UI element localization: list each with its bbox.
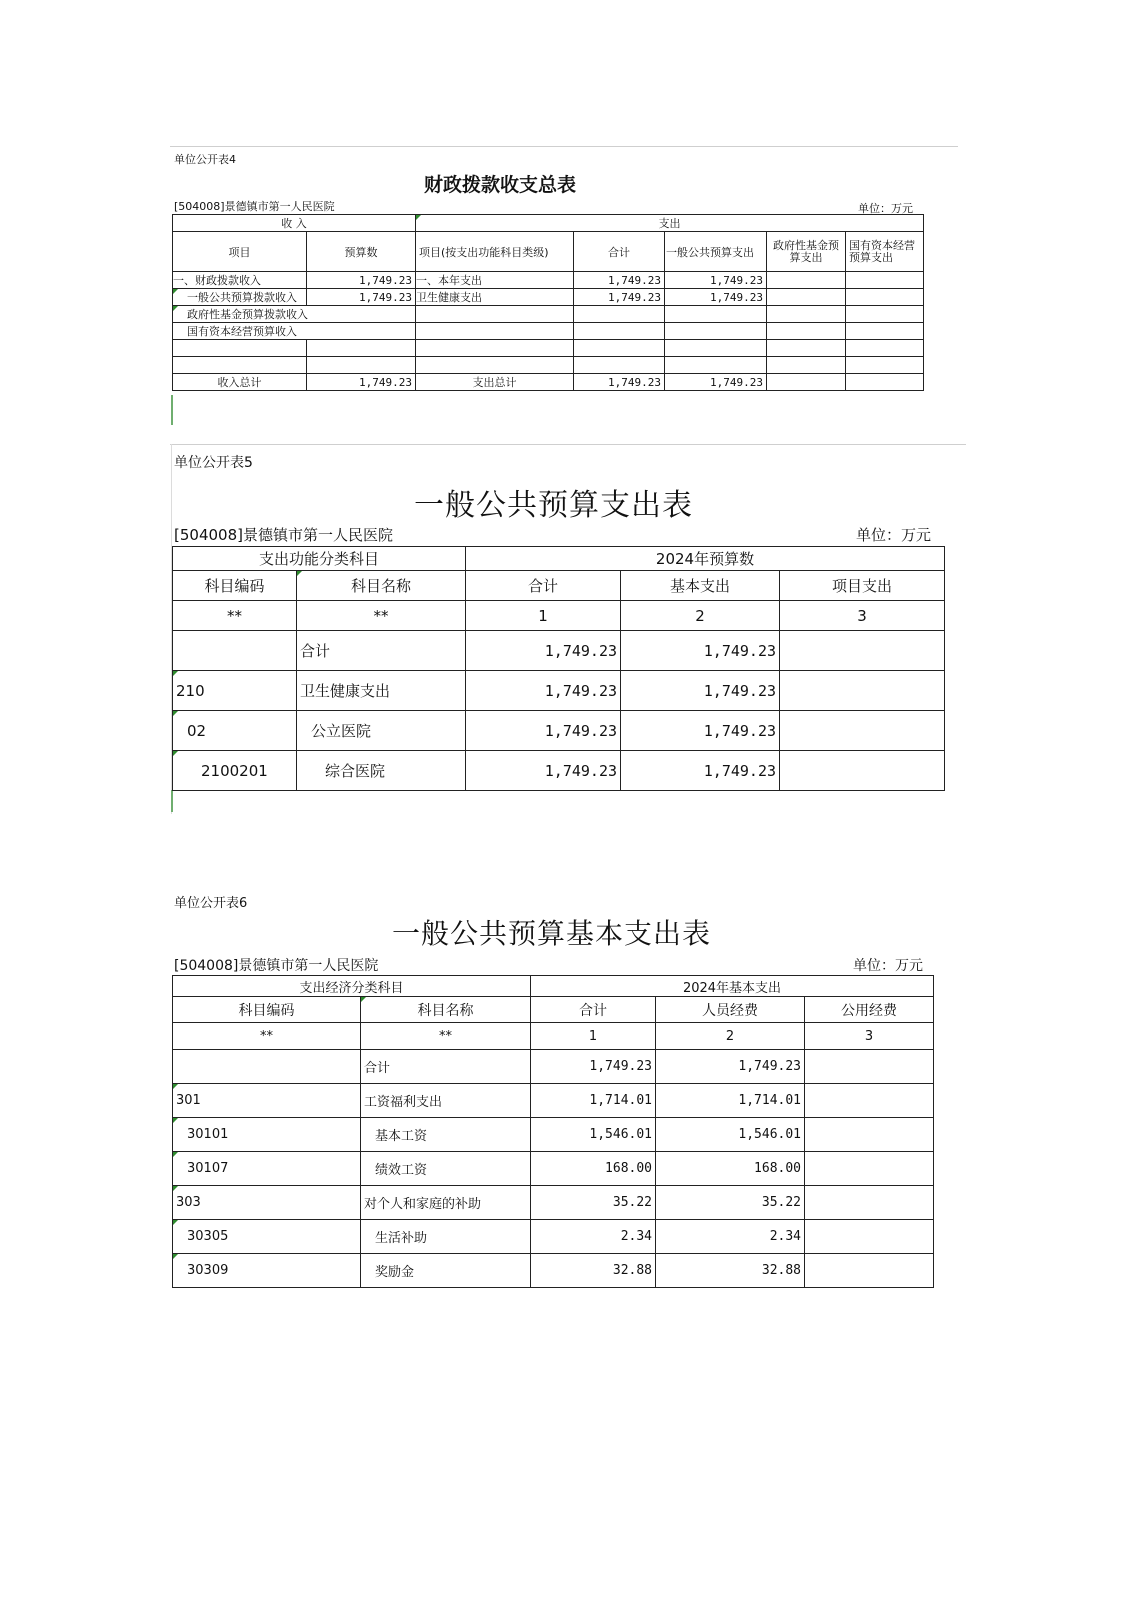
unit-org-label: [504008]景德镇市第一人民医院 [174,958,379,974]
amount-cell: 1,749.23 [621,751,780,791]
amount-cell: 1,749.23 [656,1050,805,1084]
amount-cell [665,306,767,323]
table-row [173,671,945,711]
amount-cell [846,272,924,289]
index-cell: 2 [621,601,780,631]
amount-cell: 168.00 [531,1152,656,1186]
code-cell: 303 [173,1186,361,1220]
amount-cell: 1,749.23 [466,711,621,751]
name-cell: 公立医院 [297,711,466,751]
total-row [173,374,924,391]
name-cell: 对个人和家庭的补助 [361,1186,531,1220]
amount-cell [805,1254,934,1288]
amount-cell: 2.34 [531,1220,656,1254]
name-cell: 卫生健康支出 [297,671,466,711]
index-cell: 3 [805,1023,934,1050]
column-header: 项目 [173,232,307,272]
amount-cell [665,357,767,374]
name-cell: 综合医院 [297,751,466,791]
total-amount: 1,749.23 [574,374,665,391]
group-header: 支出功能分类科目 [173,547,466,571]
expense-header: 支出 [416,215,924,232]
amount-cell [780,711,945,751]
amount-cell [767,323,846,340]
total-amount: 1,749.23 [307,374,416,391]
index-cell: 1 [531,1023,656,1050]
amount-cell: 1,749.23 [307,289,416,306]
amount-cell: 2.34 [656,1220,805,1254]
column-header: 人员经费 [656,997,805,1023]
amount-cell [805,1084,934,1118]
section-divider [170,444,966,445]
amount-cell [780,751,945,791]
amount-cell: 1,714.01 [531,1084,656,1118]
amount-cell: 1,546.01 [656,1118,805,1152]
table-number-label: 单位公开表6 [174,896,248,911]
unit-label: 单位：万元 [858,202,913,215]
item-cell: 国有资本经营预算收入 [173,323,416,340]
amount-cell [307,340,416,357]
item-cell: 政府性基金预算拨款收入 [173,306,416,323]
table-title: 一般公共预算基本支出表 [392,917,712,950]
item-cell [173,340,307,357]
column-header: 合计 [531,997,656,1023]
unit-label: 单位：万元 [856,526,932,544]
index-cell: ** [297,601,466,631]
table-row [173,289,924,306]
column-header: 政府性基金预算支出 [767,232,846,272]
amount-cell [780,671,945,711]
code-cell: 30101 [173,1118,361,1152]
amount-cell [665,340,767,357]
table-row [173,751,945,791]
item-cell [416,323,574,340]
code-cell: 210 [173,671,297,711]
amount-cell: 35.22 [531,1186,656,1220]
section-edge-marker [171,395,173,425]
table-row [173,1152,934,1186]
amount-cell [846,340,924,357]
amount-cell: 32.88 [656,1254,805,1288]
amount-cell: 1,749.23 [307,272,416,289]
index-row [173,601,945,631]
name-cell: 奖励金 [361,1254,531,1288]
table-title: 一般公共预算支出表 [414,488,693,523]
item-cell: 一、财政拨款收入 [173,272,307,289]
amount-cell: 1,749.23 [621,671,780,711]
amount-cell [574,357,665,374]
column-header: 科目名称 [361,997,531,1023]
index-cell: ** [361,1023,531,1050]
table-row [173,323,924,340]
name-cell: 绩效工资 [361,1152,531,1186]
amount-cell [846,306,924,323]
total-amount [767,374,846,391]
total-amount: 1,749.23 [665,374,767,391]
table-row [173,357,924,374]
group-header: 2024年预算数 [466,547,945,571]
amount-cell [767,340,846,357]
table-number-label: 单位公开表5 [174,455,253,471]
amount-cell [805,1118,934,1152]
item-cell [416,340,574,357]
group-header: 2024年基本支出 [531,976,934,997]
column-header: 公用经费 [805,997,934,1023]
table-row [173,631,945,671]
column-header: 一般公共预算支出 [665,232,767,272]
amount-cell [805,1220,934,1254]
amount-cell [805,1050,934,1084]
name-cell: 工资福利支出 [361,1084,531,1118]
amount-cell [780,631,945,671]
table-row [173,1254,934,1288]
unit-label: 单位：万元 [853,958,923,974]
general-budget-expense-table [172,546,945,791]
code-cell [173,631,297,671]
amount-cell: 1,749.23 [466,671,621,711]
fiscal-summary-table [172,214,924,391]
item-cell [416,357,574,374]
total-label: 收入总计 [173,374,307,391]
amount-cell [805,1186,934,1220]
amount-cell: 1,749.23 [665,289,767,306]
amount-cell [574,306,665,323]
amount-cell: 1,749.23 [621,631,780,671]
table-row [173,306,924,323]
total-label: 支出总计 [416,374,574,391]
amount-cell [307,357,416,374]
column-header: 项目支出 [780,571,945,601]
amount-cell: 1,749.23 [531,1050,656,1084]
item-cell [416,306,574,323]
amount-cell: 1,714.01 [656,1084,805,1118]
section-divider [170,146,958,147]
name-cell: 合计 [361,1050,531,1084]
amount-cell: 35.22 [656,1186,805,1220]
amount-cell [846,323,924,340]
name-cell: 基本工资 [361,1118,531,1152]
index-cell: 3 [780,601,945,631]
table-number-label: 单位公开表4 [174,153,236,166]
column-header: 科目编码 [173,571,297,601]
item-cell: 卫生健康支出 [416,289,574,306]
amount-cell: 32.88 [531,1254,656,1288]
table-row [173,711,945,751]
table-row [173,340,924,357]
income-header: 收 入 [173,215,416,232]
amount-cell [767,272,846,289]
code-cell: 30305 [173,1220,361,1254]
code-cell: 301 [173,1084,361,1118]
item-cell: 一、本年支出 [416,272,574,289]
column-header: 国有资本经营预算支出 [846,232,924,272]
table-title: 财政拨款收支总表 [424,174,577,196]
column-header: 基本支出 [621,571,780,601]
index-cell: 2 [656,1023,805,1050]
column-header: 合计 [574,232,665,272]
general-basic-expense-table [172,975,934,1288]
amount-cell [665,323,767,340]
amount-cell [767,357,846,374]
amount-cell [805,1152,934,1186]
table-row [173,1186,934,1220]
name-cell: 合计 [297,631,466,671]
unit-org-label: [504008]景德镇市第一人民医院 [174,200,335,213]
code-cell: 02 [173,711,297,751]
section-edge-marker [171,790,173,812]
amount-cell: 1,749.23 [574,272,665,289]
table-row [173,272,924,289]
amount-cell: 1,749.23 [466,631,621,671]
table-row [173,1050,934,1084]
amount-cell: 168.00 [656,1152,805,1186]
amount-cell [574,340,665,357]
column-header: 预算数 [307,232,416,272]
table-row [173,1084,934,1118]
code-cell [173,1050,361,1084]
code-cell: 30107 [173,1152,361,1186]
group-header: 支出经济分类科目 [173,976,531,997]
column-header: 科目名称 [297,571,466,601]
amount-cell [574,323,665,340]
column-header: 合计 [466,571,621,601]
amount-cell [767,289,846,306]
total-amount [846,374,924,391]
item-cell: 一般公共预算拨款收入 [173,289,307,306]
item-cell [173,357,307,374]
index-row [173,1023,934,1050]
amount-cell: 1,749.23 [574,289,665,306]
index-cell: ** [173,601,297,631]
code-cell: 2100201 [173,751,297,791]
index-cell: ** [173,1023,361,1050]
column-header: 项目(按支出功能科目类级) [416,232,574,272]
amount-cell [767,306,846,323]
index-cell: 1 [466,601,621,631]
amount-cell: 1,546.01 [531,1118,656,1152]
name-cell: 生活补助 [361,1220,531,1254]
amount-cell: 1,749.23 [466,751,621,791]
table-row [173,1220,934,1254]
table-row [173,1118,934,1152]
amount-cell: 1,749.23 [665,272,767,289]
code-cell: 30309 [173,1254,361,1288]
amount-cell [846,289,924,306]
amount-cell: 1,749.23 [621,711,780,751]
column-header: 科目编码 [173,997,361,1023]
unit-org-label: [504008]景德镇市第一人民医院 [174,526,393,544]
amount-cell [846,357,924,374]
